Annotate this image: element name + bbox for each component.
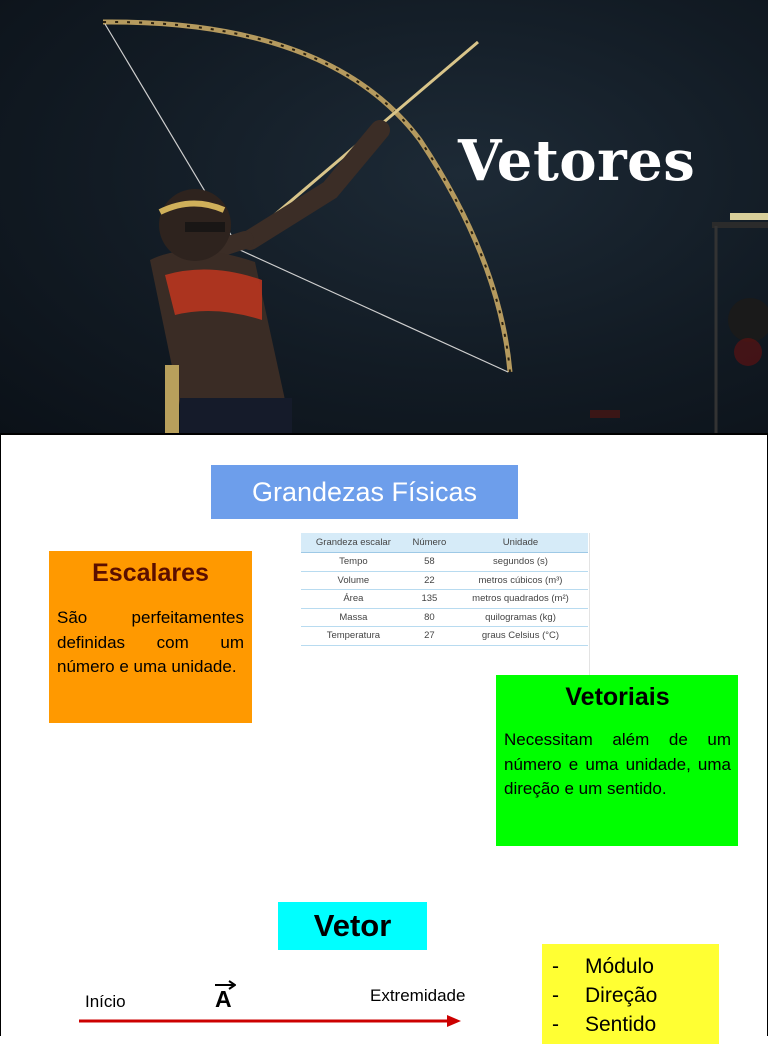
list-item <box>552 981 709 1010</box>
table-row <box>301 553 588 572</box>
table-cell: Volume <box>301 571 406 590</box>
table-row <box>301 571 588 590</box>
title-slide <box>0 0 768 433</box>
vetoriais-title: Vetoriais <box>565 683 670 711</box>
property-label: Direção <box>585 984 658 1007</box>
list-item <box>552 1010 709 1039</box>
table-cell: 27 <box>406 627 453 646</box>
property-label: Módulo <box>585 955 654 978</box>
extremidade-label: Extremidade <box>370 986 466 1005</box>
list-dash: - <box>552 1013 559 1036</box>
table-cell: Massa <box>301 608 406 627</box>
table-cell: 135 <box>406 590 453 609</box>
table-cell: Tempo <box>301 553 406 572</box>
vector-arrow <box>79 1014 464 1028</box>
escalares-text: São perfeitamentes definidas com um número e uma unidade. <box>57 608 244 676</box>
slide-title: Vetores <box>458 128 696 194</box>
table-header-row <box>301 533 588 553</box>
property-label: Sentido <box>585 1013 657 1036</box>
properties-box <box>542 944 719 1044</box>
scalar-table-image <box>301 533 590 683</box>
table-cell: Temperatura <box>301 627 406 646</box>
table-row <box>301 590 588 609</box>
archer-photo <box>0 0 768 433</box>
table-row <box>301 627 588 646</box>
vetor-slide <box>0 866 768 1036</box>
table-cell: 58 <box>406 553 453 572</box>
vector-letter: A <box>215 986 232 1012</box>
table-cell: 22 <box>406 571 453 590</box>
list-item <box>552 952 709 981</box>
table-cell: graus Celsius (°C) <box>453 627 588 646</box>
table-header: Número <box>406 533 453 553</box>
grandezas-title: Grandezas Físicas <box>211 465 518 519</box>
inicio-label: Início <box>85 992 126 1011</box>
scalar-table <box>301 533 588 646</box>
table-cell: quilogramas (kg) <box>453 608 588 627</box>
escalares-box <box>49 551 252 723</box>
table-cell: Área <box>301 590 406 609</box>
table-cell: metros quadrados (m²) <box>453 590 588 609</box>
vetoriais-text: Necessitam além de um número e uma unidade, uma direção e um sentido. <box>504 730 731 798</box>
grandezas-slide <box>0 433 768 868</box>
table-cell: metros cúbicos (m³) <box>453 571 588 590</box>
table-row <box>301 608 588 627</box>
list-dash: - <box>552 984 559 1007</box>
vetor-title: Vetor <box>278 902 427 950</box>
table-header: Grandeza escalar <box>301 533 406 553</box>
vetoriais-box <box>496 675 738 846</box>
table-cell: segundos (s) <box>453 553 588 572</box>
escalares-title: Escalares <box>92 559 209 587</box>
table-cell: 80 <box>406 608 453 627</box>
table-header: Unidade <box>453 533 588 553</box>
list-dash: - <box>552 955 559 978</box>
